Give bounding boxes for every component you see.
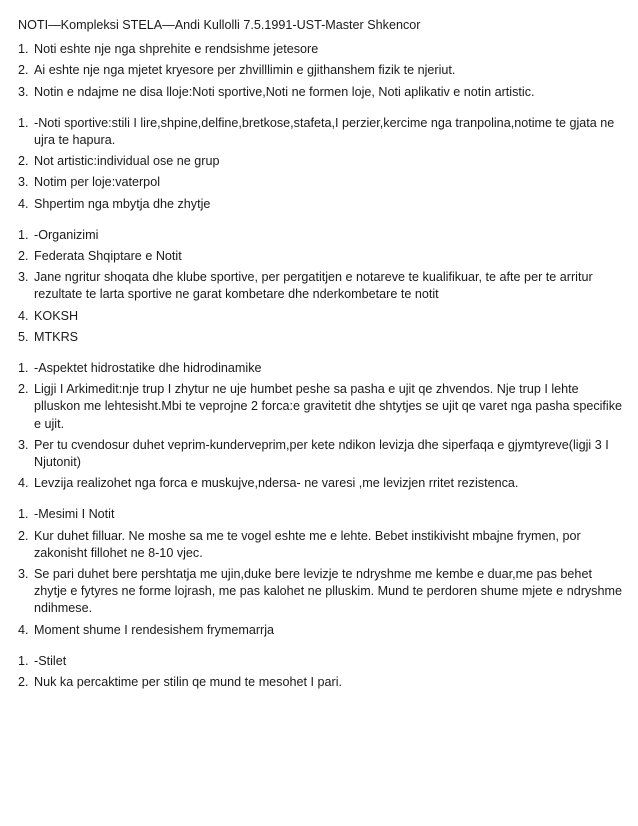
list-item-text: Kur duhet filluar. Ne moshe sa me te vogel eshte me e lehte. Bebet instikivisht mbajne frymen, por zakonisht fillohet ne 8-10 vjec. xyxy=(34,528,581,560)
numbered-list xyxy=(18,115,624,213)
section-4 xyxy=(18,360,624,492)
list-item-text: KOKSH xyxy=(34,308,79,323)
list-item-number: 2. xyxy=(18,249,29,264)
list-item-text: Jane ngritur shoqata dhe klube sportive, per pergatitjen e notareve te kualifikuar, te afte per te arritur rezultate te larta sportive ne garat kombetare dhe nderkombetare te notit xyxy=(34,270,593,302)
list-item-number: 4. xyxy=(18,476,29,491)
numbered-list xyxy=(18,360,624,492)
list-item xyxy=(18,528,624,562)
list-item-text: Levzija realizohet nga forca e muskujve,ndersa- ne varesi ,me levizjen rritet rezistenca. xyxy=(34,476,519,491)
list-item-number: 1. xyxy=(18,507,29,522)
list-item-text: Shpertim nga mbytja dhe zhytje xyxy=(34,196,211,211)
list-item-number: 2. xyxy=(18,675,29,690)
list-item-number: 1. xyxy=(18,361,29,376)
section-5 xyxy=(18,506,624,638)
list-item xyxy=(18,41,624,58)
list-item-text: Per tu cvendosur duhet veprim-kunderveprim,per kete ndikon levizja dhe siperfaqa e gjymtyreve(ligji 3 I Njutonit) xyxy=(34,437,609,470)
list-item xyxy=(18,506,624,523)
list-item-text: Ligji I Arkimedit:nje trup I zhytur ne uje humbet peshe sa pasha e ujit qe zhvendos. Nje trup I lehte plluskon me lehtesisht.Mbi te veprojne 2 forca:e gravitetit dhe shtytjes se ujit qe varet nga pasha specifike e ujit. xyxy=(34,382,623,431)
list-item-number: 3. xyxy=(18,567,29,582)
document-body xyxy=(18,41,624,691)
list-item-number: 1. xyxy=(18,227,29,242)
list-item xyxy=(18,653,624,670)
list-item xyxy=(18,437,624,471)
list-item xyxy=(18,360,624,377)
section-6 xyxy=(18,653,624,691)
section-3 xyxy=(18,227,624,346)
list-item-text: -Stilet xyxy=(34,653,67,668)
list-item-text: Ai eshte nje nga mjetet kryesore per zhvilllimin e gjithanshem fizik te njeriut. xyxy=(34,63,456,78)
list-item-number: 4. xyxy=(18,622,29,637)
list-item-number: 5. xyxy=(18,329,29,344)
numbered-list xyxy=(18,653,624,691)
list-item-number: 2. xyxy=(18,63,29,78)
list-item-number: 4. xyxy=(18,196,29,211)
list-item-number: 4. xyxy=(18,308,29,323)
section-1 xyxy=(18,41,624,101)
list-item-text: Federata Shqiptare e Notit xyxy=(34,249,182,264)
list-item-number: 3. xyxy=(18,270,29,285)
list-item-text: -Noti sportive:stili I lire,shpine,delfine,bretkose,stafeta,I perzier,kercime nga tranpolina,notime te gjata ne ujra te hapura. xyxy=(34,115,615,148)
list-item-text: -Mesimi I Notit xyxy=(34,507,115,522)
list-item xyxy=(18,566,624,618)
list-item xyxy=(18,248,624,265)
list-item xyxy=(18,62,624,79)
list-item-text: -Aspektet hidrostatike dhe hidrodinamike xyxy=(34,361,262,376)
list-item-text: MTKRS xyxy=(34,329,79,344)
list-item-number: 3. xyxy=(18,175,29,190)
list-item-number: 1. xyxy=(18,42,29,57)
list-item-text: Noti eshte nje nga shprehite e rendsishme jetesore xyxy=(34,42,319,57)
list-item xyxy=(18,475,624,492)
numbered-list xyxy=(18,227,624,346)
list-item xyxy=(18,381,624,433)
list-item-text: -Organizimi xyxy=(34,227,99,242)
section-2 xyxy=(18,115,624,213)
list-item-number: 2. xyxy=(18,154,29,169)
list-item-number: 1. xyxy=(18,653,29,668)
list-item xyxy=(18,153,624,170)
list-item-text: Nuk ka percaktime per stilin qe mund te mesohet I pari. xyxy=(34,675,342,690)
list-item xyxy=(18,174,624,191)
document-title: NOTI—Kompleksi STELA—Andi Kullolli 7.5.1991-UST-Master Shkencor xyxy=(18,18,421,32)
list-item-number: 2. xyxy=(18,382,29,397)
numbered-list xyxy=(18,506,624,638)
list-item xyxy=(18,196,624,213)
list-item-number: 2. xyxy=(18,528,29,543)
list-item xyxy=(18,308,624,325)
list-item xyxy=(18,269,624,303)
list-item-text: Se pari duhet bere pershtatja me ujin,duke bere levizje te ndryshme me kembe e duar,me pas behet zhytje e fytyres ne forme lojrash, me pas kalohet ne plluskim. Mund te perdoren shume mjete e ndryshme ndihmese. xyxy=(34,567,622,616)
list-item-text: Moment shume I rendesishem frymemarrja xyxy=(34,622,275,637)
list-item xyxy=(18,622,624,639)
list-item-number: 3. xyxy=(18,84,29,99)
list-item-number: 1. xyxy=(18,115,29,130)
list-item xyxy=(18,227,624,244)
list-item-number: 3. xyxy=(18,437,29,452)
list-item xyxy=(18,329,624,346)
list-item-text: Not artistic:individual ose ne grup xyxy=(34,154,220,169)
list-item xyxy=(18,84,624,101)
list-item-text: Notin e ndajme ne disa lloje:Noti sportive,Noti ne formen loje, Noti aplikativ e notin artistic. xyxy=(34,84,535,99)
numbered-list xyxy=(18,41,624,101)
list-item xyxy=(18,115,624,149)
document-page xyxy=(18,17,624,705)
list-item-text: Notim per loje:vaterpol xyxy=(34,175,160,190)
list-item xyxy=(18,674,624,691)
